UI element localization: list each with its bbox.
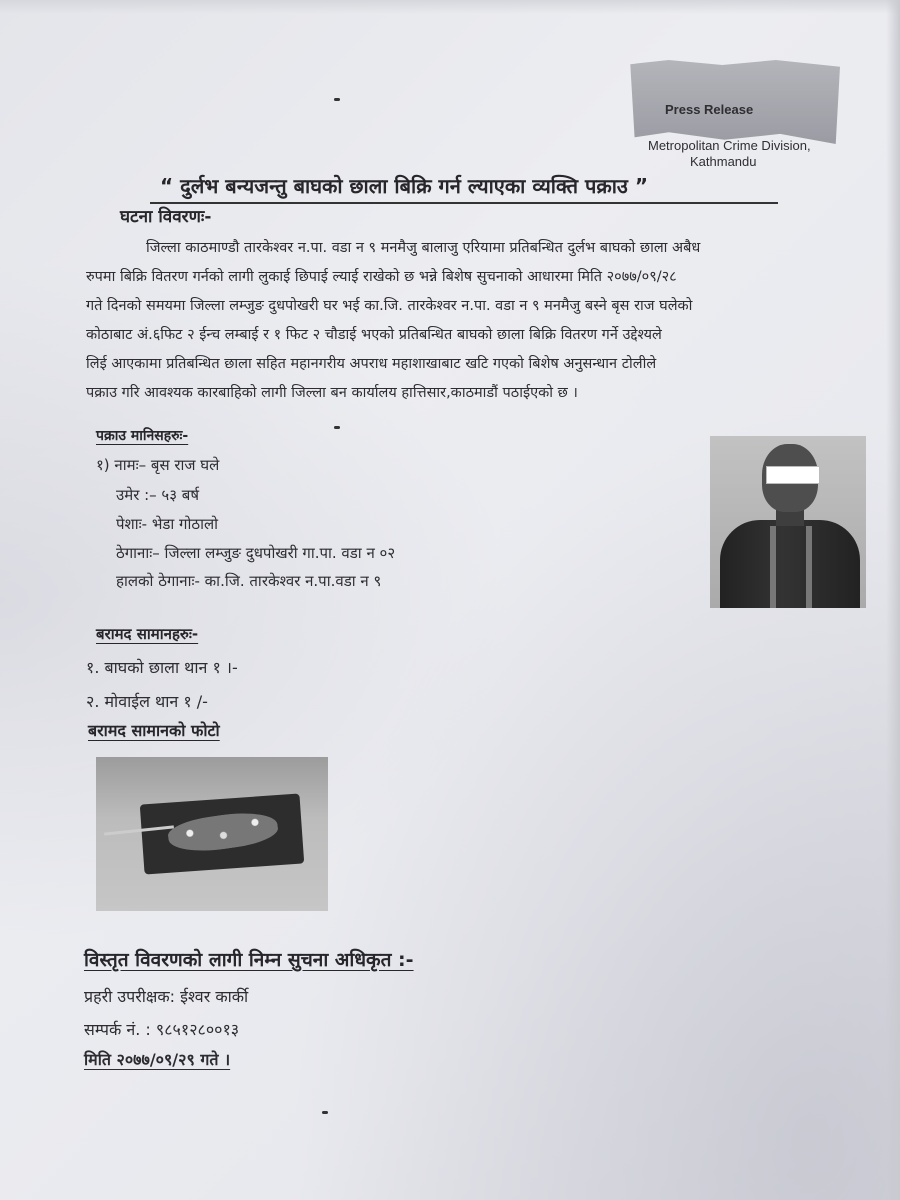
contact-title: विस्तृत विवरणको लागी निम्न सुचना अधिकृत :-	[84, 949, 414, 971]
arrested-name: १) नामः– बृस राज घले	[96, 456, 220, 474]
incident-line: कोठाबाट अं.६फिट २ ईन्च लम्बाई र १ फिट २ चौडाई भएको प्रतिबन्धित बाघको छाला बिक्रि वितरण गर्ने उद्देश्यले	[86, 327, 662, 343]
release-date: मिति २०७७/०९/२९ गते ।	[84, 1050, 231, 1069]
arrested-title: पक्राउ मानिसहरुः-	[96, 428, 189, 444]
contact-phone: सम्पर्क नं. : ९८५१२८००१३	[84, 1020, 240, 1039]
punch-mark	[322, 1111, 328, 1114]
division-name: Metropolitan Crime Division,	[648, 138, 811, 153]
page-shadow-right	[886, 0, 900, 1200]
incident-description	[86, 234, 822, 408]
recovered-item-2: २. मोवाईल थान १ /-	[86, 692, 208, 711]
division-city: Kathmandu	[690, 154, 757, 169]
incident-line: लिई आएकामा प्रतिबन्धित छाला सहित महानगरीय अपराध महाशाखाबाट खटि गएको बिशेष अनुसन्धान टोलीले	[86, 356, 657, 372]
headline: “ दुर्लभ बन्यजन्तु बाघको छाला बिक्रि गर्न ल्याएका व्यक्ति पक्राउ ”	[160, 174, 648, 198]
incident-title: घटना विवरणः-	[120, 207, 212, 227]
arrested-occupation: पेशाः- भेडा गोठालो	[116, 515, 219, 533]
recovered-item-1: १. बाघको छाला थान १ ।-	[86, 658, 238, 677]
arrested-age: उमेर :– ५३ बर्ष	[116, 486, 200, 504]
suspect-photo	[710, 436, 866, 608]
recovered-title: बरामद सामानहरुः-	[96, 625, 199, 643]
incident-line: गते दिनको समयमा जिल्ला लम्जुङ दुधपोखरी घर भई का.जि. तारकेश्वर न.पा. वडा न ९ मनमैजु बस्ने बृस राज घलेको	[86, 298, 693, 314]
recovered-items-photo	[96, 757, 328, 911]
incident-line: पक्राउ गरि आवश्यक कारबाहिको लागी जिल्ला बन कार्यालय हात्तिसार,काठमाडौं पठाईएको छ ।	[86, 385, 578, 401]
incident-line: जिल्ला काठमाण्डौ तारकेश्वर न.पा. वडा न ९ मनमैजु बालाजु एरियामा प्रतिबन्धित दुर्लभ बाघको छाला अबैध	[146, 240, 701, 256]
jacket-stripe	[770, 526, 776, 608]
arrested-address: ठेगानाः– जिल्ला लम्जुङ दुधपोखरी गा.पा. वडा न ०२	[116, 544, 396, 562]
headline-divider	[150, 202, 778, 204]
incident-line: रुपमा बिक्रि वितरण गर्नको लागी लुकाई छिपाई ल्याई राखेको छ भन्ने बिशेष सुचनाको आधारमा मिति २०७७/०९/२८	[86, 269, 677, 285]
press-release-label: Press Release	[665, 102, 754, 117]
page-shadow-top	[0, 0, 900, 14]
face-censor-bar	[766, 466, 820, 484]
recovered-photo-title: बरामद सामानको फोटो	[88, 721, 220, 740]
punch-mark	[334, 98, 340, 101]
contact-officer: प्रहरी उपरीक्षक: ईश्वर कार्की	[84, 987, 249, 1006]
arrested-current-address: हालको ठेगानाः- का.जि. तारकेश्वर न.पा.वडा न ९	[116, 572, 382, 590]
jacket-stripe	[806, 526, 812, 608]
suspect-jacket	[720, 520, 860, 608]
punch-mark	[334, 426, 340, 429]
